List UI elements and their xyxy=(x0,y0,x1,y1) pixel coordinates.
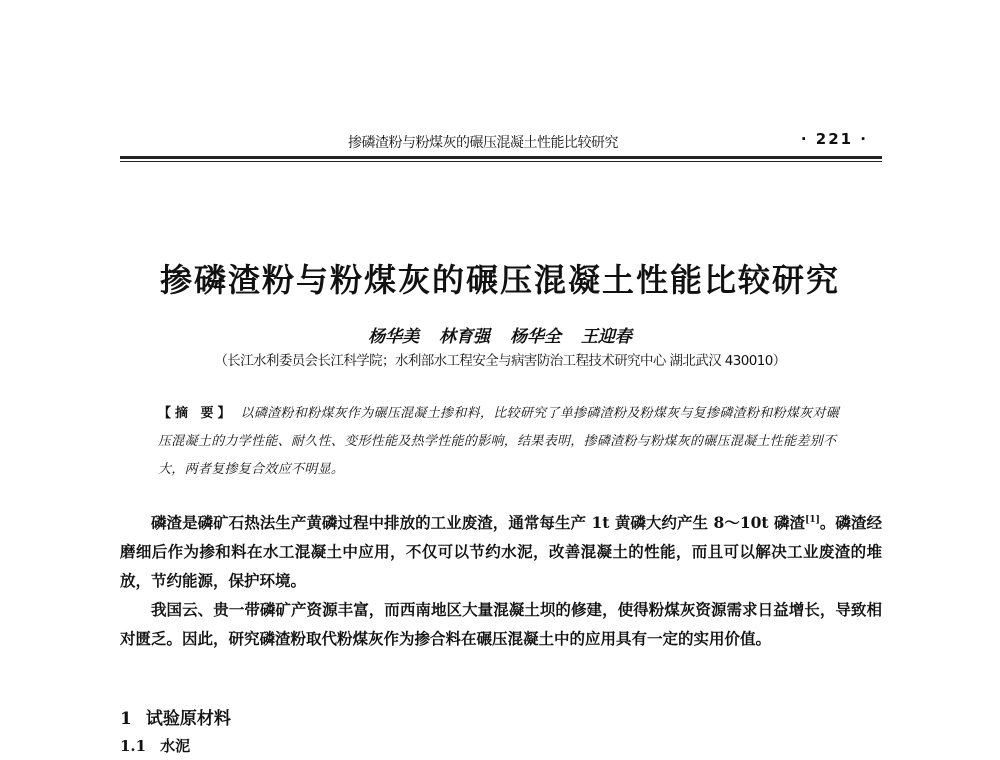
subsection-number: 1.1 xyxy=(120,737,147,755)
citation-ref-1: [1] xyxy=(805,514,820,525)
abstract-text: 以磷渣粉和粉煤灰作为碾压混凝土掺和料，比较研究了单掺磷渣粉及粉煤灰与复掺磷渣粉和粉煤灰对碾压混凝土的力学性能、耐久性、变形性能及热学性能的影响，结果表明，掺磷渣粉与粉煤灰的碾压混凝土性能差别不大，两者复掺复合效应不明显。 xyxy=(158,406,840,477)
authors: 杨华美 林育强 杨华全 王迎春 xyxy=(368,327,632,347)
section-heading-1 xyxy=(120,704,231,729)
running-title: 掺磷渣粉与粉煤灰的碾压混凝土性能比较研究 xyxy=(348,135,618,151)
section-title: 试验原材料 xyxy=(145,709,231,729)
subsection-title: 水泥 xyxy=(160,737,191,755)
page-number: · 221 · xyxy=(800,130,868,148)
subsection-heading-1-1 xyxy=(120,735,190,756)
abstract-label: 【摘 要】 xyxy=(158,406,235,421)
running-header xyxy=(120,128,882,154)
header-rule-thin xyxy=(120,161,882,162)
header-rule-thick xyxy=(120,156,882,159)
p1-text-a: 磷渣是磷矿石热法生产黄磷过程中排放的工业废渣，通常每生产 1t 黄磷大约产生 8～10t 磷渣 xyxy=(151,513,806,532)
affiliation: （长江水利委员会长江科学院；水利部水工程安全与病害防治工程技术研究中心 湖北武汉 430010） xyxy=(214,353,786,369)
body-paragraph-2: 我国云、贵一带磷矿产资源丰富，而西南地区大量混凝土坝的修建，使得粉煤灰资源需求日益增长，导致相对匮乏。因此，研究磷渣粉取代粉煤灰作为掺合料在碾压混凝土中的应用具有一定的实用价值。 xyxy=(120,600,882,648)
p1-text-b: 。磷渣经磨细后作为掺和料在水工混凝土中应用，不仅可以节约水泥，改善混凝土的性能，而且可以解决工业废渣的堆放，节约能源，保护环境。 xyxy=(120,513,882,590)
body-paragraph-1 xyxy=(120,508,882,595)
section-number: 1 xyxy=(120,709,132,729)
paper-title: 掺磷渣粉与粉煤灰的碾压混凝土性能比较研究 xyxy=(159,261,840,299)
abstract xyxy=(158,400,842,484)
